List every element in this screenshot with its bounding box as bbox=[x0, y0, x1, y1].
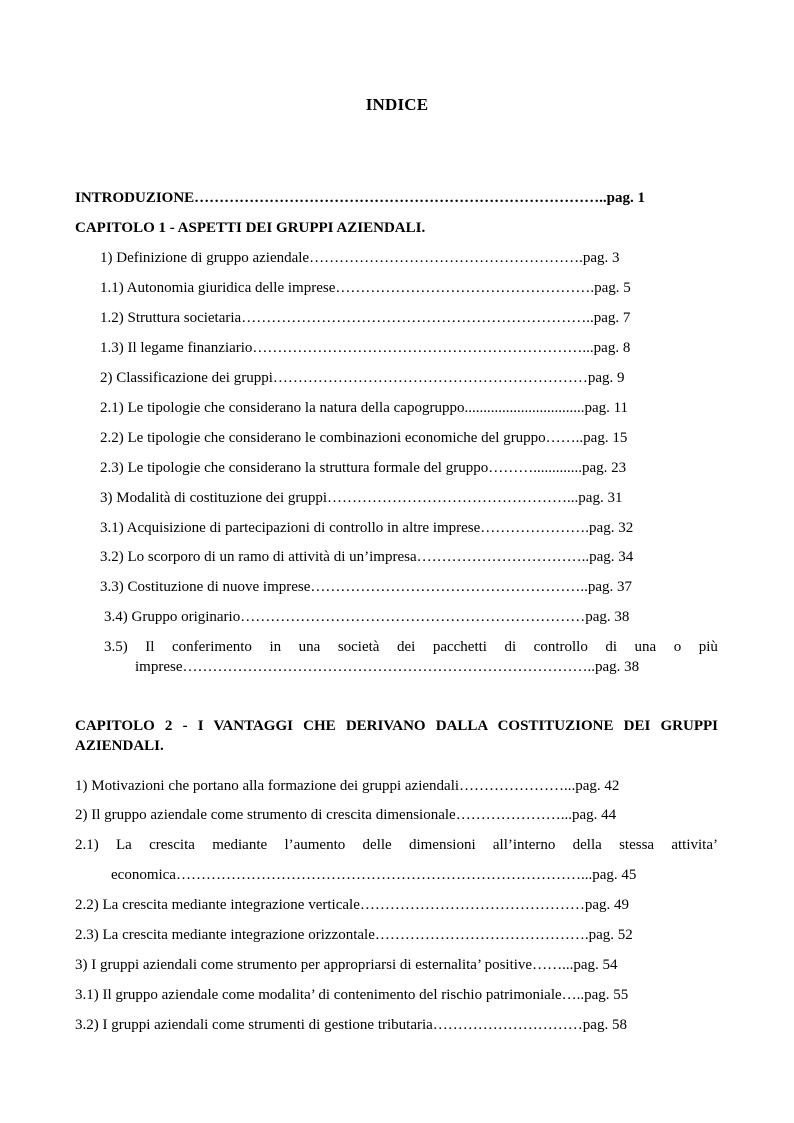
word: controllo bbox=[533, 639, 588, 655]
toc-entry: 3) Modalità di costituzione dei gruppi…………………………………………...pag. 31 bbox=[100, 490, 623, 506]
toc-entry: 2.2) Le tipologie che considerano le combinazioni economiche del gruppo……..pag. 15 bbox=[100, 430, 628, 446]
word: una bbox=[298, 639, 321, 655]
word: Il bbox=[145, 639, 155, 655]
word: più bbox=[698, 639, 718, 655]
word: della bbox=[572, 837, 602, 853]
toc-entry: 2.3) Le tipologie che considerano la struttura formale del gruppo……….............pag. 23 bbox=[100, 460, 627, 476]
word: mediante bbox=[212, 837, 268, 853]
word: attivita’ bbox=[671, 837, 718, 853]
toc-entry: 3.1) Il gruppo aziendale come modalita’ di contenimento del rischio patrimoniale…..pag. 55 bbox=[75, 987, 629, 1003]
word: o bbox=[673, 639, 682, 655]
chapter-1-heading: CAPITOLO 1 - ASPETTI DEI GRUPPI AZIENDALI. bbox=[75, 220, 426, 236]
word: pacchetti bbox=[432, 639, 487, 655]
toc-entry: 2.2) La crescita mediante integrazione verticale………………………………………pag. 49 bbox=[75, 897, 630, 913]
toc-entry: 3.1) Acquisizione di partecipazioni di controllo in altre imprese………………….pag. 32 bbox=[100, 520, 634, 536]
toc-entry: 3.3) Costituzione di nuove imprese………………………………………………..pag. 37 bbox=[100, 579, 633, 595]
page-title: INDICE bbox=[365, 95, 429, 114]
word: 3.5) bbox=[104, 639, 128, 655]
toc-entry: 2) Il gruppo aziendale come strumento di crescita dimensionale…………………...pag. 44 bbox=[75, 807, 617, 823]
word: La bbox=[116, 837, 132, 853]
toc-entry: 2.3) La crescita mediante integrazione orizzontale…………………………………….pag. 52 bbox=[75, 927, 633, 943]
toc-entry: 3.4) Gruppo originario……………………………………………………………pag. 38 bbox=[104, 609, 630, 625]
word: di bbox=[504, 639, 517, 655]
toc-entry: 1) Motivazioni che portano alla formazione dei gruppi aziendali…………………...pag. 42 bbox=[75, 778, 620, 794]
word: delle bbox=[362, 837, 392, 853]
toc-entry-continuation: imprese………………………………………………………………………..pag. 38 bbox=[135, 659, 640, 675]
word: dimensioni bbox=[408, 837, 476, 853]
word: l’aumento bbox=[284, 837, 346, 853]
toc-entry-justified bbox=[75, 836, 718, 854]
toc-entry: 3.2) I gruppi aziendali come strumenti di gestione tributaria…………………………pag. 58 bbox=[75, 1017, 627, 1033]
word: dei bbox=[396, 639, 416, 655]
word: crescita bbox=[149, 837, 195, 853]
word: 2.1) bbox=[75, 837, 99, 853]
word: conferimento bbox=[171, 639, 252, 655]
toc-entry: 1.1) Autonomia giuridica delle imprese…………………………………………….pag. 5 bbox=[100, 280, 631, 296]
toc-entry: 1.2) Struttura societaria……………………………………………………………..pag. 7 bbox=[100, 310, 631, 326]
toc-entry: 1) Definizione di gruppo aziendale……………………………………………….pag. 3 bbox=[100, 250, 620, 266]
toc-entry: 2.1) Le tipologie che considerano la natura della capogruppo................................pag. 11 bbox=[100, 400, 629, 416]
toc-entry: 3) I gruppi aziendali come strumento per appropriarsi di esternalita’ positive……...pag. 54 bbox=[75, 957, 618, 973]
toc-entry: 3.2) Lo scorporo di un ramo di attività di un’impresa……………………………..pag. 34 bbox=[100, 549, 634, 565]
toc-introduction: INTRODUZIONE………………………………………………………………………..pag. 1 bbox=[75, 190, 646, 206]
word: all’interno bbox=[492, 837, 556, 853]
word: di bbox=[605, 639, 618, 655]
chapter-2-heading: CAPITOLO 2 - I VANTAGGI CHE DERIVANO DALLA COSTITUZIONE DEI GRUPPI AZIENDALI. bbox=[75, 718, 718, 754]
toc-entry-continuation: economica………………………………………………………………………...pag. 45 bbox=[111, 867, 637, 883]
toc-entry: 1.3) Il legame finanziario…………………………………………………………...pag. 8 bbox=[100, 340, 631, 356]
word: società bbox=[337, 639, 380, 655]
toc-entry: 2) Classificazione dei gruppi………………………………………………………pag. 9 bbox=[100, 370, 625, 386]
toc-entry-justified bbox=[104, 638, 718, 656]
word: in bbox=[269, 639, 282, 655]
word: stessa bbox=[619, 837, 655, 853]
word: una bbox=[634, 639, 657, 655]
